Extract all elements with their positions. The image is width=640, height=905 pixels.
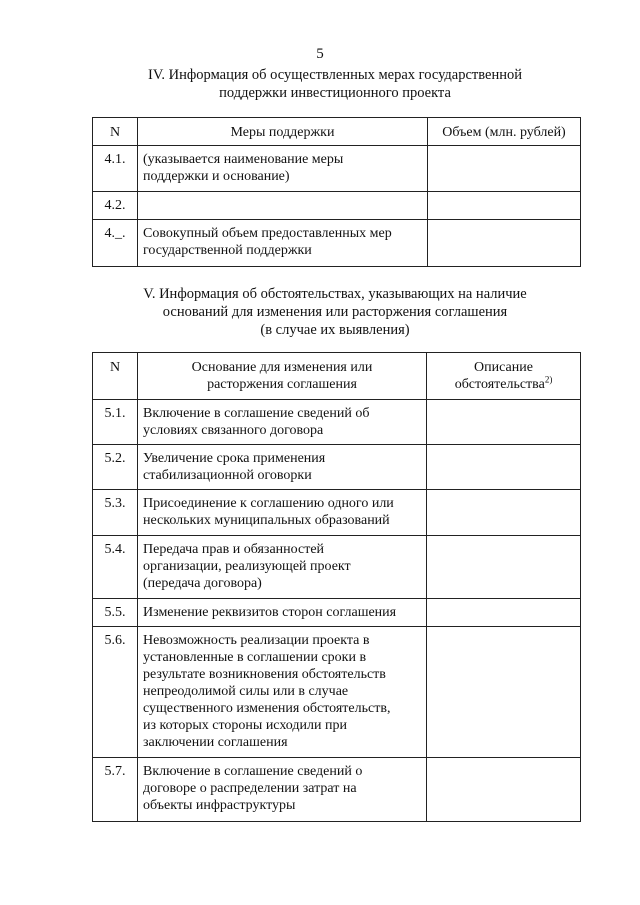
row-number: 5.1. [93,400,138,445]
row-text-line: заключении соглашения [143,735,288,750]
row-text-line: результате возникновения обстоятельств [143,667,386,682]
row-text-line: существенного изменения обстоятельств, [143,701,391,716]
row-number: 5.3. [93,490,138,536]
section-4-title [90,66,580,102]
row-text-line: из которых стороны исходили при [143,718,347,733]
table-header-row [93,353,581,400]
header-basis-line: Основание для изменения или [191,360,373,375]
row-text [138,627,427,758]
header-description [427,353,581,400]
support-measures-table [92,117,581,267]
row-text [138,490,427,536]
table-row [93,536,581,599]
page-number: 5 [316,46,324,62]
row-text-line: организации, реализующей проект [143,559,351,574]
row-number: 5.6. [93,627,138,758]
empty-cell [427,627,581,758]
row-number: 5.2. [93,445,138,490]
header-measures: Меры поддержки [138,118,428,146]
section-5-title [90,285,580,339]
row-text-line: Передача прав и обязанностей [143,542,325,557]
empty-cell [428,220,581,267]
row-text-line: объекты инфраструктуры [143,798,296,813]
header-description-text: обстоятельства [454,377,545,392]
table-row [93,220,581,267]
header-volume: Объем (млн. рублей) [428,118,581,146]
header-basis-line: расторжения соглашения [207,377,357,392]
section-4-title-line: поддержки инвестиционного проекта [219,85,451,101]
section-5-title-line: V. Информация об обстоятельствах, указывающих на наличие [143,286,527,302]
table-row [93,599,581,627]
empty-cell [428,192,581,220]
row-text [138,146,428,192]
row-text-line: стабилизационной оговорки [143,468,312,483]
row-number: 4._. [93,220,138,267]
row-text-line: установленные в соглашении сроки в [143,650,367,665]
row-text-line: Включение в соглашение сведений о [143,764,363,779]
empty-cell [428,146,581,192]
row-text-line: (указывается наименование меры [143,152,344,167]
row-text-line: государственной поддержки [143,243,312,258]
row-text [138,758,427,822]
row-text [138,599,427,627]
row-number: 5.7. [93,758,138,822]
row-text-line: Присоединение к соглашению одного или [143,496,394,511]
row-text-line: поддержки и основание) [143,169,290,184]
empty-cell [427,599,581,627]
header-n: N [93,353,138,400]
table-row [93,627,581,758]
empty-cell [427,536,581,599]
circumstances-table [92,352,581,822]
table-header-row [93,118,581,146]
row-text-line: Невозможность реализации проекта в [143,633,370,648]
header-description-line [427,376,580,393]
row-number: 5.5. [93,599,138,627]
row-text-line: договоре о распределении затрат на [143,781,357,796]
row-text-line: непреодолимой силы или в случае [143,684,349,699]
table-row [93,490,581,536]
empty-cell [427,445,581,490]
table-row [93,445,581,490]
table-row [93,400,581,445]
header-basis [138,353,427,400]
row-text-line: Увеличение срока применения [143,451,326,466]
empty-cell [427,490,581,536]
empty-cell [427,400,581,445]
empty-cell [427,758,581,822]
row-text [138,220,428,267]
row-text-line: Совокупный объем предоставленных мер [143,226,392,241]
row-number: 5.4. [93,536,138,599]
header-description-line: Описание [474,360,533,375]
table-row [93,146,581,192]
row-text [138,400,427,445]
section-4-title-line: IV. Информация об осуществленных мерах государственной [148,67,522,83]
section-5-title-line: (в случае их выявления) [260,322,410,338]
row-text [138,445,427,490]
header-n: N [93,118,138,146]
row-number: 4.1. [93,146,138,192]
row-number: 4.2. [93,192,138,220]
row-text [138,536,427,599]
section-5-title-line: оснований для изменения или расторжения соглашения [162,304,508,320]
table-row [93,192,581,220]
row-text-line: Изменение реквизитов сторон соглашения [143,605,397,620]
row-text-line: Включение в соглашение сведений об [143,406,370,421]
footnote-marker: 2) [544,374,553,385]
row-text-line: (передача договора) [143,576,262,591]
table-row [93,758,581,822]
row-text-line: нескольких муниципальных образований [143,513,390,528]
empty-cell [138,192,428,220]
row-text-line: условиях связанного договора [143,423,324,438]
